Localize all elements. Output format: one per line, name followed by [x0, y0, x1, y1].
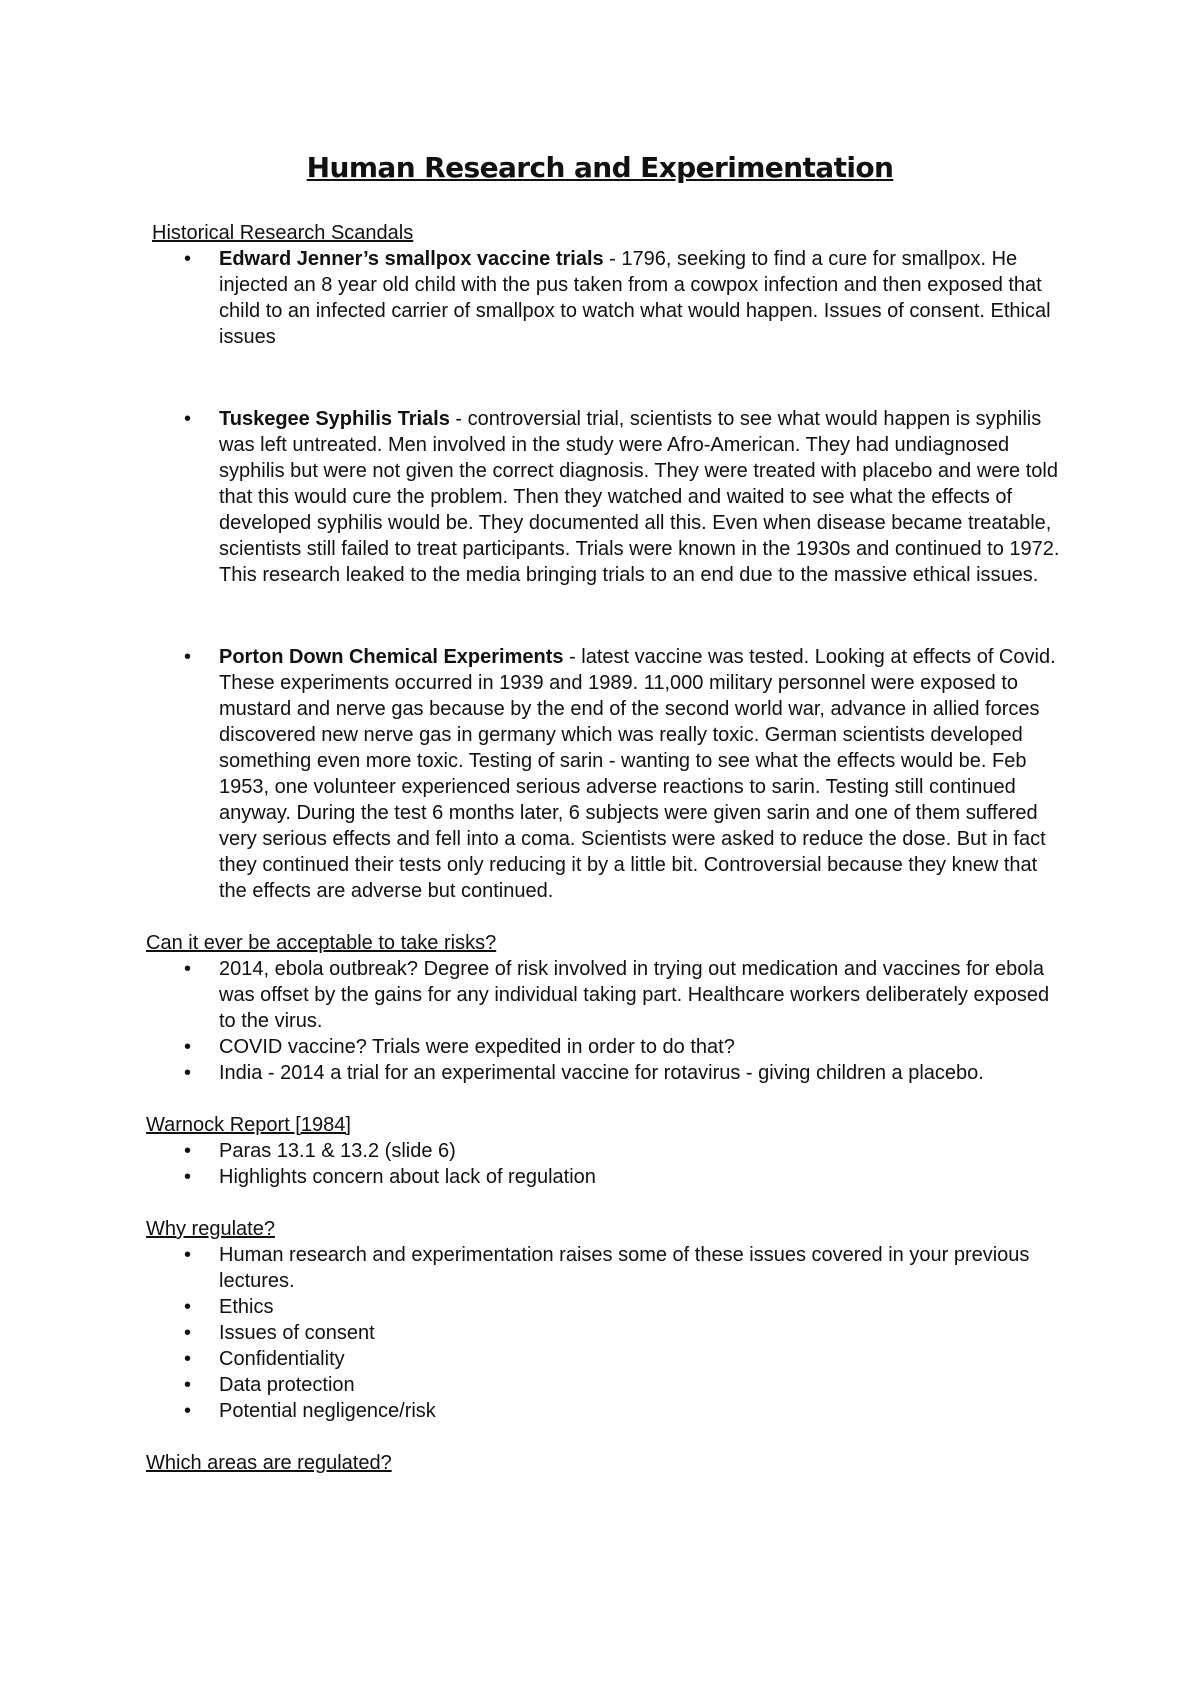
bullet-list [146, 246, 1076, 904]
bullet-list [146, 1242, 1076, 1424]
section-acceptable-risks [146, 930, 1076, 1086]
item-text: Human research and experimentation raises some of these issues covered in your previous lectures. [219, 1244, 1030, 1292]
item-text: 2014, ebola outbreak? Degree of risk involved in trying out medication and vaccines for ebola was offset by the gains for any individual taking part. Healthcare workers deliberately exposed to the virus. [219, 958, 1050, 1032]
bullet-list [146, 956, 1076, 1086]
item-text: - controversial trial, scientists to see what would happen is syphilis was left untreated. Men involved in the study were Afro-American. They had undiagnosed syphilis but were not given the correct diagnosis. They were treated with placebo and were told that this would cure the problem. Then they watched and waited to see what the effects of developed syphilis would be. They documented all this. Even when disease became treatable, scientists still failed to treat participants. Trials were known in the 1930s and continued to 1972. This research leaked to the media bringing trials to an end due to the massive ethical issues. [219, 408, 1060, 586]
bullet-icon: • [184, 1296, 192, 1318]
bullet-icon: • [184, 408, 192, 430]
item-bold-lead: Edward Jenner’s smallpox vaccine trials [219, 248, 604, 270]
list-item [146, 956, 1064, 1034]
blank-space [146, 350, 1064, 406]
list-item [146, 1138, 1064, 1164]
item-text: Confidentiality [219, 1348, 345, 1370]
bullet-icon: • [184, 1244, 192, 1266]
item-text: India - 2014 a trial for an experimental vaccine for rotavirus - giving children a placebo. [219, 1062, 984, 1084]
bullet-list [146, 1138, 1076, 1190]
section-heading: Which areas are regulated? [146, 1452, 392, 1474]
item-text: Highlights concern about lack of regulation [219, 1166, 596, 1188]
list-item [146, 1242, 1064, 1294]
bullet-icon: • [184, 1322, 192, 1344]
item-bold-lead: Tuskegee Syphilis Trials [219, 408, 450, 430]
section-which-areas-regulated [146, 1450, 1076, 1476]
section-heading: Can it ever be acceptable to take risks? [146, 932, 497, 954]
section-historical-scandals [146, 220, 1076, 904]
bullet-icon: • [184, 1062, 192, 1084]
bullet-icon: • [184, 1166, 192, 1188]
list-item [146, 1346, 1064, 1372]
section-heading: Historical Research Scandals [152, 222, 414, 244]
page-title: Human Research and Experimentation [306, 151, 894, 184]
list-item [146, 1034, 1064, 1060]
item-text: Ethics [219, 1296, 274, 1318]
blank-space [0, 904, 1200, 930]
blank-space [146, 588, 1064, 644]
item-text: - 1796, seeking to find a cure for smallpox. He injected an 8 year old child with the pus taken from a cowpox infection and then exposed that child to an infected carrier of smallpox to watch what would happen. Issues of consent. Ethical issues [219, 248, 1051, 348]
item-text: Paras 13.1 & 13.2 (slide 6) [219, 1140, 456, 1162]
list-item [146, 1164, 1064, 1190]
blank-space [0, 1424, 1200, 1450]
bullet-icon: • [184, 1036, 192, 1058]
list-item [146, 1294, 1064, 1320]
bullet-icon: • [184, 1400, 192, 1422]
section-why-regulate [146, 1216, 1076, 1424]
blank-space [0, 1190, 1200, 1216]
list-item [146, 1398, 1064, 1424]
bullet-icon: • [184, 1374, 192, 1396]
item-text: Issues of consent [219, 1322, 375, 1344]
item-text: Potential negligence/risk [219, 1400, 436, 1422]
section-warnock-report [146, 1112, 1076, 1190]
list-item [146, 1320, 1064, 1346]
list-item [146, 1372, 1064, 1398]
list-item [146, 246, 1064, 350]
list-item [146, 644, 1064, 904]
bullet-icon: • [184, 646, 192, 668]
item-text: Data protection [219, 1374, 355, 1396]
list-item [146, 406, 1064, 588]
bullet-icon: • [184, 248, 192, 270]
bullet-icon: • [184, 1140, 192, 1162]
item-text: - latest vaccine was tested. Looking at effects of Covid. These experiments occurred in 1939 and 1989. 11,000 military personnel were exposed to mustard and nerve gas because by the end of the second world war, advance in allied forces discovered new nerve gas in germany which was really toxic. German scientists developed something even more toxic. Testing of sarin - wanting to see what the effects would be. Feb 1953, one volunteer experienced serious adverse reactions to sarin. Testing still continued anyway. During the test 6 months later, 6 subjects were given sarin and one of them suffered very serious effects and fell into a coma. Scientists were asked to reduce the dose. But in fact they continued their tests only reducing it by a little bit. Controversial because they knew that the effects are adverse but continued. [219, 646, 1056, 902]
section-heading: Why regulate? [146, 1218, 275, 1240]
section-heading: Warnock Report [1984] [146, 1114, 351, 1136]
blank-space [0, 1086, 1200, 1112]
item-bold-lead: Porton Down Chemical Experiments [219, 646, 564, 668]
bullet-icon: • [184, 958, 192, 980]
item-text: COVID vaccine? Trials were expedited in order to do that? [219, 1036, 735, 1058]
list-item [146, 1060, 1064, 1086]
bullet-icon: • [184, 1348, 192, 1370]
